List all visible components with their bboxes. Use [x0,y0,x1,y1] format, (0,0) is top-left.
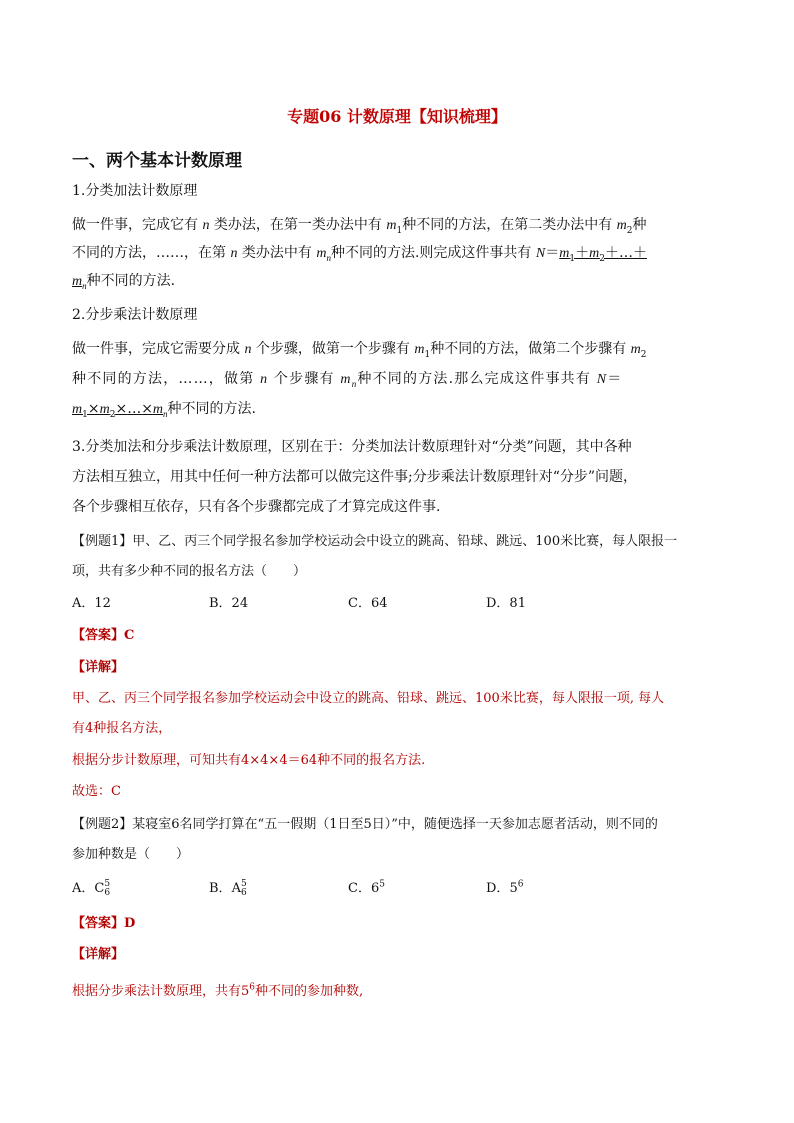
addition-principle-line-2: 不同的方法，……，在第 n 类办法中有 $m_n$种不同的方法.则完成这件事共有 $N=m_1+m_2+\dots+$ [72,245,647,264]
example-2-detail-line-1: 根据分步乘法计数原理，共有$5^6$种不同的参加种数, [72,982,364,999]
difference-line-3: 各个步骤相互依存，只有各个步骤都完成了才算完成这件事. [72,499,441,515]
example-2-question-line-1: 【例题2】某寝室6名同学打算在“五一假期（1日至5日）”中，随便选择一天参加志愿者活动，则不同的 [72,817,658,832]
multiplication-principle-line-1: 做一件事，完成它需要分成 n 个步骤，做第一个步骤有 $m_1$种不同的方法，做第二个步骤有 $m_2$ [72,341,647,360]
example-1-option-c: C．64 [348,596,388,611]
example-1-question-line-2: 项，共有多少种不同的报名方法（ ） [72,564,307,579]
subheading-multiplication-principle: 2.分步乘法计数原理 [72,307,198,323]
addition-principle-line-1: 做一件事，完成它有 n 类办法，在第一类办法中有 $m_1$种不同的方法，在第二类办法中有 $m_2$种 [72,217,647,236]
section-heading: 一、两个基本计数原理 [72,151,242,171]
example-label: 【例题1】 [72,534,133,549]
example-2-detail-label: 【详解】 [72,947,125,962]
example-2-option-c: C．$6^5$ [348,879,385,896]
example-2-option-a: A．C 5 6 [72,878,111,898]
example-1-answer: 【答案】C [72,628,135,643]
example-2-answer: 【答案】D [72,916,136,931]
example-1-option-d: D．81 [486,596,526,611]
example-1-detail-line-4: 故选：C [72,784,121,799]
page-title: 专题06 计数原理【知识梳理】 [287,107,507,126]
example-1-question-line-1: 【例题1】甲、乙、丙三个同学报名参加学校运动会中设立的跳高、铅球、跳远、100米比赛，每人限报一 [72,534,678,549]
example-1-detail-label: 【详解】 [72,660,125,675]
example-1-option-b: B．24 [209,596,249,611]
example-2-question-line-2: 参加种数是（ ） [72,847,190,862]
example-1-option-a: A．12 [72,596,111,611]
multiplication-principle-line-3: $m_1\times m_2\times\dots\times m_n$种不同的方法. [72,401,256,420]
difference-line-2: 方法相互独立，用其中任何一种方法都可以做完这件事;分步乘法计数原理针对“分步”问题， [72,469,638,485]
example-2-option-b: B．A 5 6 [209,878,247,898]
example-2-option-d: D．$5^6$ [486,879,524,896]
example-1-detail-line-1: 甲、乙、丙三个同学报名参加学校运动会中设立的跳高、铅球、跳远、100米比赛，每人限报一项, 每人 [72,691,665,706]
example-1-detail-line-3: 根据分步计数原理，可知共有4×4×4＝64种不同的报名方法. [72,753,426,768]
difference-line-1: 3.分类加法和分步乘法计数原理，区别在于：分类加法计数原理针对“分类”问题，其中各种 [72,439,632,455]
addition-principle-line-3: $m_n$种不同的方法. [72,273,176,291]
example-1-detail-line-2: 有4种报名方法， [72,721,172,736]
example-label: 【例题2】 [72,817,133,832]
subheading-addition-principle: 1.分类加法计数原理 [72,183,198,199]
multiplication-principle-line-2: 种不同的方法，……，做第 n 个步骤有 $m_n$种不同的方法.那么完成这件事共有 N＝ [72,371,623,389]
